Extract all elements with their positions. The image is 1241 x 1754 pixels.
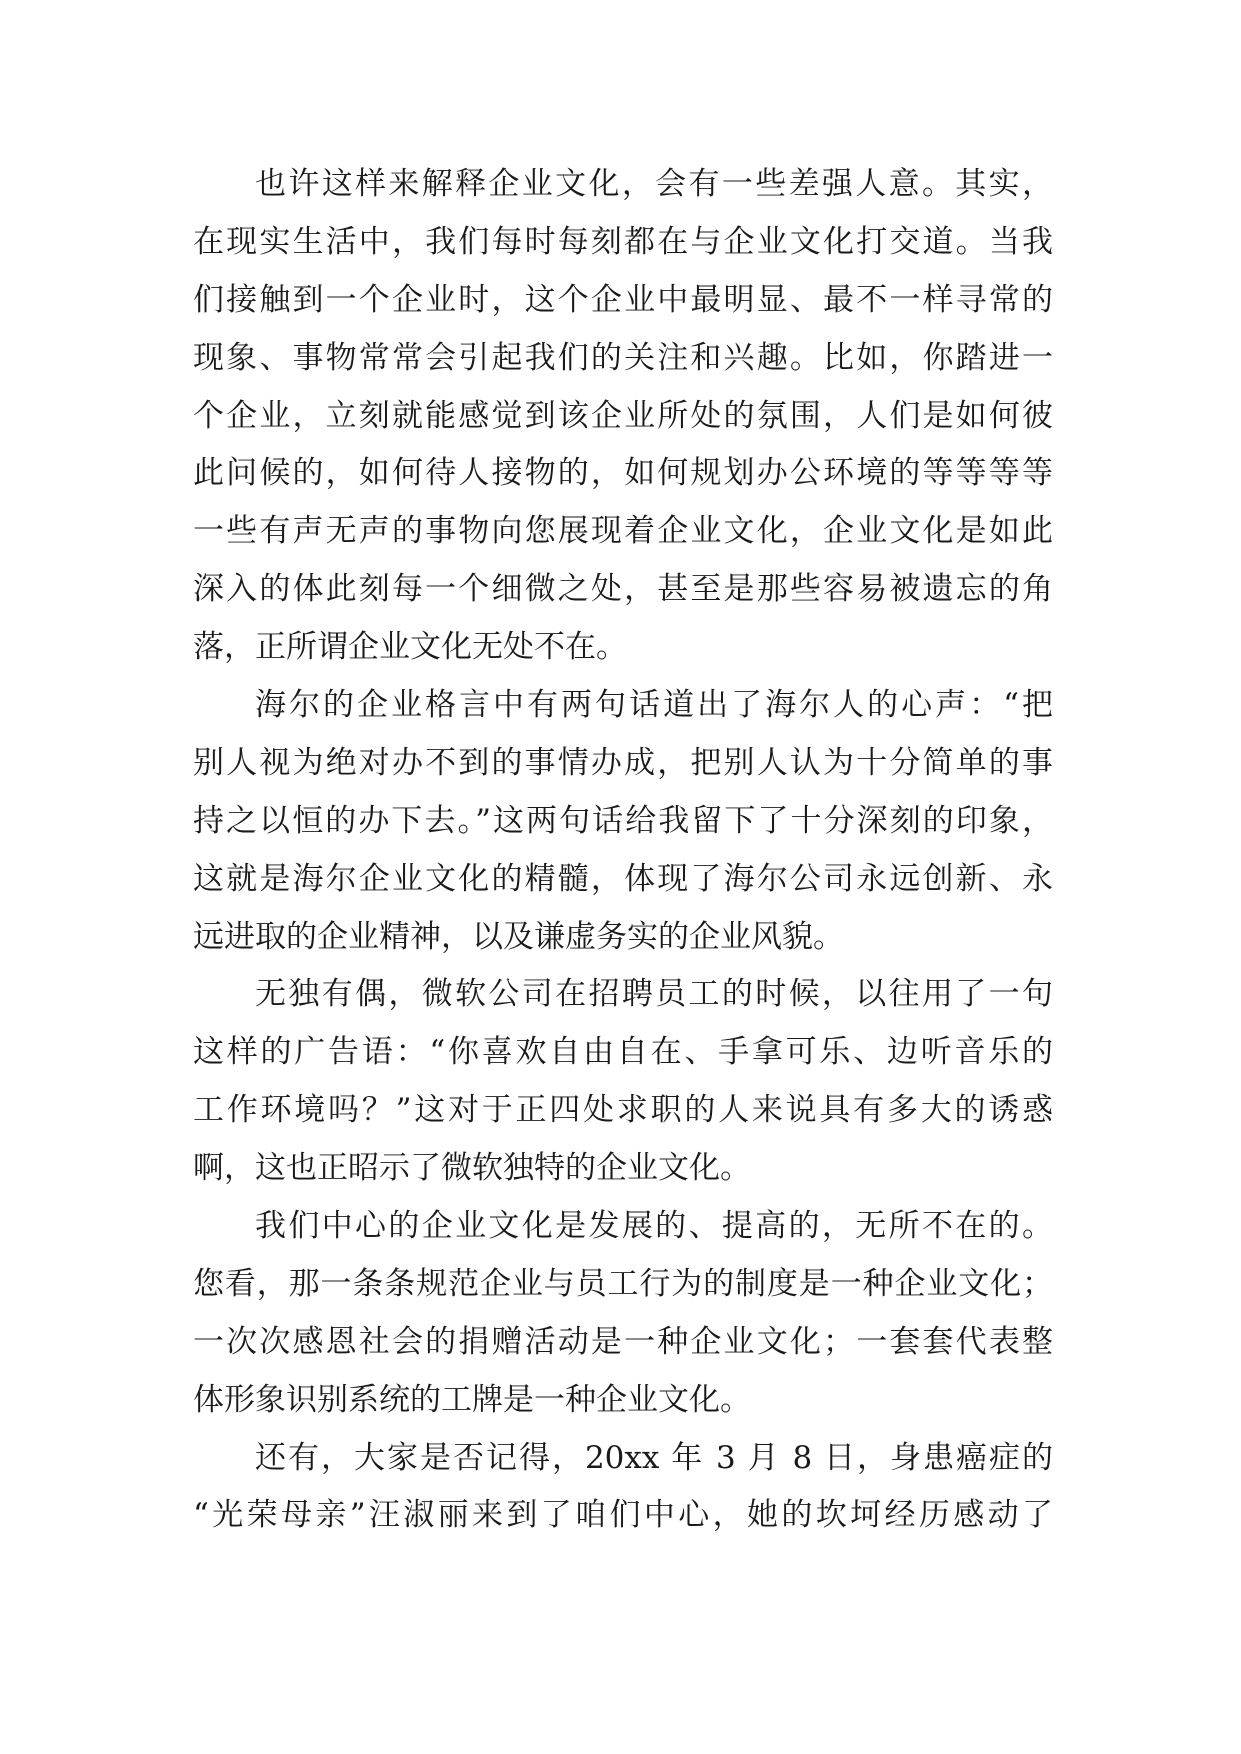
text-line: “光荣母亲”汪淑丽来到了咱们中心，她的坎坷经历感动了 [193,1497,1053,1534]
text-line: 这样的广告语：“你喜欢自由自在、手拿可乐、边听音乐的 [193,1034,1053,1071]
text-line: 体形象识别系统的工牌是一种企业文化。 [193,1381,751,1418]
text-line: 我们中心的企业文化是发展的、提高的，无所不在的。 [255,1208,1053,1245]
text-line: 工作环境吗？”这对于正四处求职的人来说具有多大的诱惑 [193,1092,1053,1129]
text-line: 还有，大家是否记得，20xx 年 3 月 8 日，身患癌症的 [255,1439,1053,1476]
text-line: 现象、事物常常会引起我们的关注和兴趣。比如，你踏进一 [193,339,1053,376]
text-line: 落，正所谓企业文化无处不在。 [193,629,627,666]
text-line: 海尔的企业格言中有两句话道出了海尔人的心声：“把 [255,687,1053,724]
text-line: 一些有声无声的事物向您展现着企业文化，企业文化是如此 [193,513,1053,550]
document-body [193,156,1053,1545]
text-line: 无独有偶，微软公司在招聘员工的时候，以往用了一句 [255,976,1053,1013]
text-line: 持之以恒的办下去。”这两句话给我留下了十分深刻的印象， [193,802,1053,839]
text-line: 啊，这也正昭示了微软独特的企业文化。 [193,1150,751,1187]
text-line: 们接触到一个企业时，这个企业中最明显、最不一样寻常的 [193,281,1053,318]
text-line: 在现实生活中，我们每时每刻都在与企业文化打交道。当我 [193,223,1053,260]
text-line: 个企业，立刻就能感觉到该企业所处的氛围，人们是如何彼 [193,397,1053,434]
text-line: 此问候的，如何待人接物的，如何规划办公环境的等等等等 [193,455,1053,492]
text-line: 也许这样来解释企业文化，会有一些差强人意。其实， [255,166,1053,202]
text-line: 您看，那一条条规范企业与员工行为的制度是一种企业文化； [193,1265,1053,1302]
text-line: 远进取的企业精神，以及谦虚务实的企业风貌。 [193,918,844,955]
text-line: 别人视为绝对办不到的事情办成，把别人认为十分简单的事 [193,744,1053,781]
text-line: 深入的体此刻每一个细微之处，甚至是那些容易被遗忘的角 [193,571,1053,608]
text-line: 这就是海尔企业文化的精髓，体现了海尔公司永远创新、永 [193,860,1053,897]
text-line: 一次次感恩社会的捐赠活动是一种企业文化；一套套代表整 [193,1323,1053,1360]
